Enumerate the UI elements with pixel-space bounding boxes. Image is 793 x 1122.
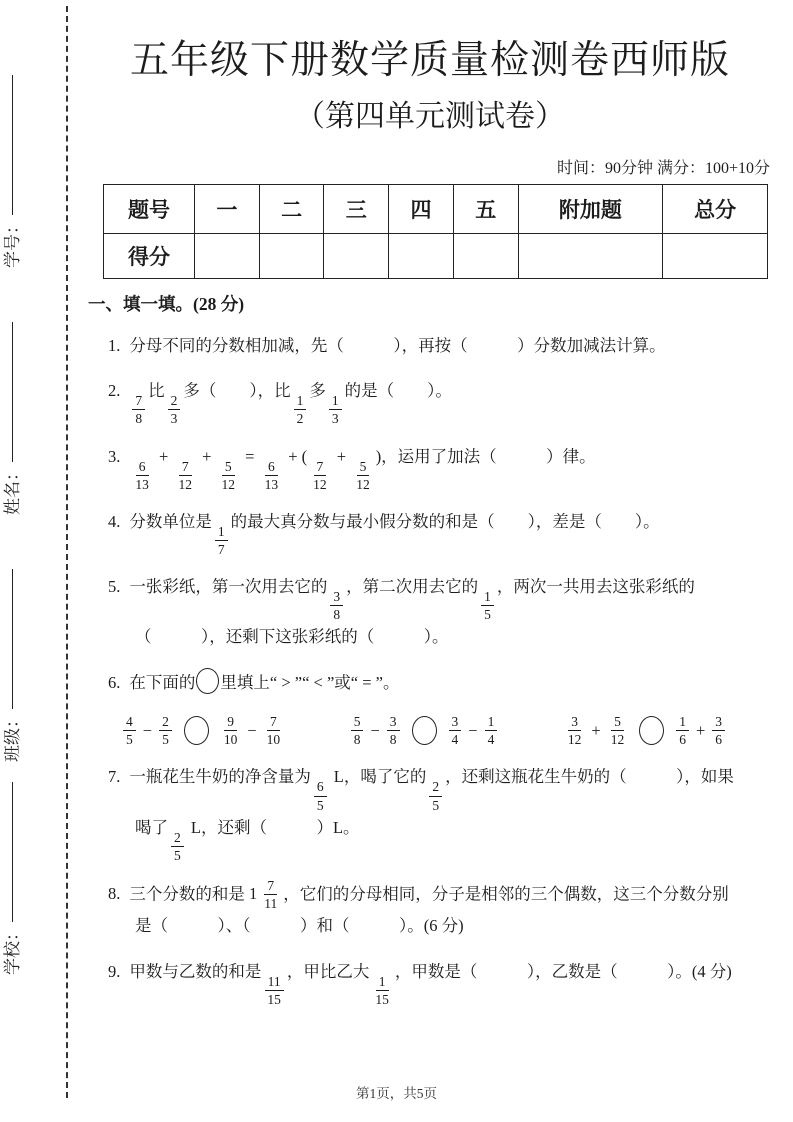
question-text: 在下面的 [129,672,196,692]
score-table-column-header: 一 [195,184,260,233]
fraction-denominator: 3 [331,411,339,427]
question-text: + [197,446,216,466]
question-text: ，第二次用去它的 [346,576,479,596]
fraction [329,393,342,426]
score-table-column-header: 二 [259,184,324,233]
question-text: 多 [309,381,326,401]
question-text: L，还剩（ ）L。 [186,817,360,837]
fraction-denominator: 15 [267,991,281,1007]
question-line [88,572,772,622]
fraction [168,393,181,426]
fraction-numerator: 5 [611,714,624,731]
question-number: 4. [108,511,121,531]
question-line [88,376,772,426]
question-number: 8. [108,884,121,904]
fraction-denominator: 3 [170,411,178,427]
fraction [219,459,239,492]
question-line [88,762,772,812]
fraction-denominator: 5 [126,732,133,748]
question-number: 2. [108,381,121,401]
question-line [88,813,772,863]
fraction-numerator: 7 [314,459,327,476]
fraction-denominator: 4 [487,732,495,748]
fraction-denominator: 5 [162,732,169,748]
fraction [485,714,498,747]
question-text: ，甲数是（ ），乙数是（ ）。(4 分) [394,961,732,981]
fraction-numerator: 7 [132,393,145,410]
score-table-header-label: 题号 [104,184,195,233]
fraction-numerator: 3 [387,714,400,731]
fraction-numerator: 5 [222,459,235,476]
comparison-circle [196,668,219,694]
fraction [712,714,725,747]
question [88,957,772,1007]
fraction-numerator: 3 [712,714,725,731]
sidebar-label-text: 姓名： [3,464,22,515]
fraction-denominator: 5 [174,847,181,863]
question-text: 喝了 [135,817,168,837]
fraction-numerator: 4 [123,714,136,731]
score-table-score-row [104,233,768,278]
score-table-empty-cell [324,233,389,278]
margin-dashed-line [66,6,68,1098]
fraction-numerator: 3 [568,714,581,731]
fraction [314,779,327,812]
question-text: ，它们的分母相同，分子是相邻的三个偶数，这三个分数分别 [283,884,729,904]
score-table-empty-cell [453,233,518,278]
fraction-numerator: 11 [265,974,284,991]
compare-group [348,714,501,747]
fraction [132,393,145,426]
page-footer: 第1页，共5页 [356,1086,437,1101]
fraction [262,459,282,492]
fraction [294,393,307,426]
fraction [123,714,136,747]
comparison-circle [412,716,437,745]
fraction-numerator: 3 [449,714,462,731]
fraction-numerator: 1 [481,589,494,606]
fraction-denominator: 12 [313,476,327,492]
compare-group [562,714,728,747]
question-text: − [247,720,257,740]
fraction-numerator: 6 [136,459,149,476]
fraction-numerator: 9 [224,714,237,731]
question-line [88,331,772,362]
fraction-numerator: 1 [294,393,307,410]
fraction-numerator: 6 [314,779,327,796]
fraction-numerator: 7 [179,459,192,476]
fraction [159,714,172,747]
comparison-circle [639,716,664,745]
fraction-denominator: 7 [217,541,225,557]
fraction-denominator: 8 [135,411,143,427]
question-text: 一张彩纸，第一次用去它的 [129,576,328,596]
question-text: 三个分数的和是 [129,884,249,904]
write-in-line [10,569,13,709]
fraction [449,714,462,747]
score-table-empty-cell [663,233,768,278]
question-text: + [332,446,351,466]
question [88,878,772,942]
question-number: 1. [108,335,121,355]
sidebar-label-text: 学号： [3,217,22,268]
question-text: 一瓶花生牛奶的净含量为 [129,767,311,787]
fraction-numerator: 2 [429,779,442,796]
fraction-denominator: 13 [264,476,279,492]
write-in-line [10,75,13,215]
sidebar-label-text: 班级： [3,711,22,762]
question-line [88,957,772,1007]
fraction [372,974,392,1007]
fraction-denominator: 11 [264,895,278,911]
question-number: 5. [108,576,121,596]
score-table [103,184,768,279]
question-text: （ ），还剩下这张彩纸的（ ）。 [135,627,449,647]
section-heading: 一、填一填。(28 分) [88,293,245,314]
fraction-numerator: 3 [330,589,343,606]
question-text: + ( [284,446,308,466]
question-text: − [142,720,153,740]
score-table-empty-cell [259,233,324,278]
question-text: − [468,720,478,740]
fraction [264,974,284,1007]
score-table-column-header: 四 [389,184,454,233]
write-in-line [10,782,13,922]
fraction-denominator: 12 [221,476,235,492]
questions-list [88,331,772,1007]
score-table-empty-cell [389,233,454,278]
sidebar-label-school [0,782,26,975]
fraction-numerator: 6 [265,459,278,476]
fraction-denominator: 12 [178,476,192,492]
score-table-empty-cell [518,233,663,278]
question [88,572,772,653]
question-number: 6. [108,672,121,692]
question-text: 比 [148,381,165,401]
question [88,376,772,426]
fraction-numerator: 1 [215,524,228,541]
sidebar-label-class [0,569,26,762]
question-text: − [370,720,380,740]
exam-info: 时间：90分钟 满分：100+10分 [556,159,770,177]
question-text: 分母不同的分数相加减，先（ ），再按（ ）分数加减法计算。 [129,335,666,355]
fraction-denominator: 5 [432,797,440,813]
score-table-column-header: 附加题 [518,184,663,233]
question-text: ，还剩这瓶花生牛奶的（ ），如果 [445,767,734,787]
fraction-denominator: 12 [610,732,625,748]
mixed-number-whole: 1 [249,884,258,904]
question-text: + [154,446,173,466]
fraction-denominator: 8 [333,607,341,623]
question-text: 的最大真分数与最小假分数的和是（ ），差是（ ）。 [230,511,660,531]
fraction-denominator: 2 [296,411,304,427]
fraction-numerator: 1 [485,714,498,731]
compare-group [120,714,286,747]
question-text: + [695,720,706,740]
fraction [215,524,228,557]
page-subtitle: （第四单元测试卷） [295,99,565,133]
fraction [330,589,343,622]
fraction-denominator: 12 [567,732,582,748]
fraction [387,714,400,747]
fraction [676,714,689,747]
question-text: = [241,446,259,466]
fraction [175,459,195,492]
question-text: )，运用了加法（ ）律。 [375,446,596,466]
mixed-number [249,878,283,911]
fraction-denominator: 12 [356,476,370,492]
question-text: ，甲比乙大 [286,961,370,981]
fraction-denominator: 6 [715,732,722,748]
question-line [88,507,772,557]
question-text: 分数单位是 [129,511,212,531]
question-text: 多（ ），比 [183,381,291,401]
score-table-score-label: 得分 [104,233,195,278]
question-line [88,668,772,699]
score-table-empty-cell [195,233,260,278]
question-number: 9. [108,961,121,981]
question-line [88,911,772,942]
fraction [481,589,494,622]
score-table-column-header: 总分 [663,184,768,233]
fraction-numerator: 1 [329,393,342,410]
question-text: 甲数与乙数的和是 [129,961,262,981]
fraction-denominator: 6 [679,732,686,748]
fraction-denominator: 8 [353,732,361,748]
fraction [608,714,628,747]
fraction [310,459,330,492]
fraction [353,459,373,492]
fraction-denominator: 4 [451,732,459,748]
fraction-denominator: 10 [223,732,238,748]
fraction [171,830,184,863]
fraction-numerator: 5 [357,459,370,476]
fraction-denominator: 15 [375,991,389,1007]
question-text: L，喝了它的 [329,767,427,787]
fraction-denominator: 5 [484,607,491,623]
fraction [261,878,280,911]
fraction-denominator: 13 [135,476,149,492]
question [88,331,772,362]
fraction-numerator: 7 [267,714,280,731]
page-title: 五年级下册数学质量检测卷西师版 [129,39,730,82]
score-table-column-header: 三 [324,184,389,233]
fraction [429,779,442,812]
question-line [88,442,772,492]
fraction-numerator: 2 [168,393,181,410]
fraction [565,714,585,747]
question [88,507,772,557]
fraction-numerator: 7 [264,878,277,895]
question-line [88,878,772,911]
question-text: ，两次一共用去这张彩纸的 [496,576,695,596]
score-table-header-row [104,184,768,233]
fraction-numerator: 1 [376,974,389,991]
score-table-column-header: 五 [453,184,518,233]
fraction-numerator: 2 [159,714,172,731]
question-text: 的是（ ）。 [344,381,452,401]
question [88,442,772,492]
fraction [264,714,284,747]
question-text: 里填上“ > ”“ < ”或“ = ”。 [220,672,400,692]
fraction-numerator: 5 [351,714,364,731]
sidebar-label-text: 学校： [3,924,22,975]
comparison-circle [184,716,209,745]
fraction [221,714,241,747]
question [88,668,772,748]
fraction-denominator: 5 [316,797,324,813]
sidebar-label-student-id [0,75,26,268]
sidebar-label-student-name [0,322,26,515]
fraction-numerator: 1 [676,714,689,731]
fraction [351,714,364,747]
fraction [132,459,152,492]
question [88,762,772,862]
fraction-denominator: 10 [266,732,281,748]
question-text: 是（ ）、（ ）和（ ）。(6 分) [135,916,464,936]
fraction-numerator: 2 [171,830,184,847]
question-number: 7. [108,767,121,787]
question-text: + [591,720,601,740]
question-line [88,622,772,653]
write-in-line [10,322,13,462]
fraction-denominator: 8 [389,732,397,748]
question-number: 3. [108,446,121,466]
main-content [88,38,772,1007]
compare-row [120,714,728,747]
